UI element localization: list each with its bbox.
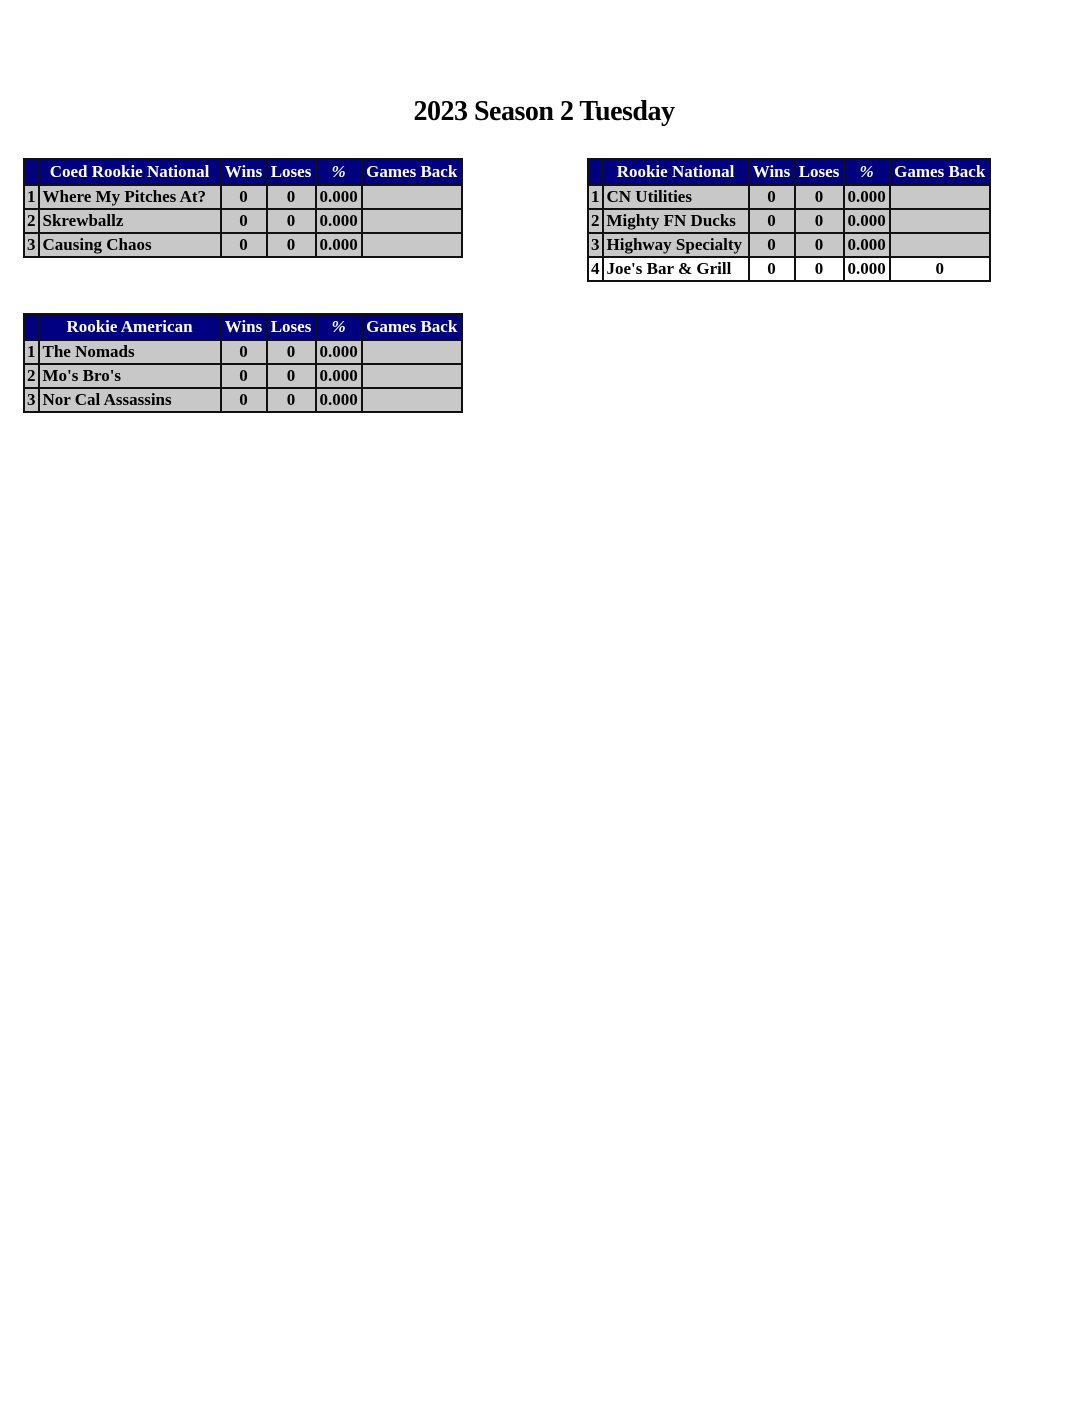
wins-header: Wins <box>221 314 267 340</box>
games-back-header: Games Back <box>362 159 462 185</box>
loses-header: Loses <box>267 159 316 185</box>
pct-cell: 0.000 <box>844 185 890 209</box>
games-back-cell <box>362 388 462 412</box>
pct-cell: 0.000 <box>316 185 362 209</box>
standings-table-coed-rookie-national <box>23 158 463 258</box>
team-cell: Mighty FN Ducks <box>603 209 749 233</box>
table-row <box>588 209 990 233</box>
table-row <box>588 185 990 209</box>
table-header-row <box>24 159 462 185</box>
games-back-cell <box>362 209 462 233</box>
rank-cell: 2 <box>24 209 39 233</box>
rank-cell: 3 <box>588 233 603 257</box>
team-cell: Highway Specialty <box>603 233 749 257</box>
pct-cell: 0.000 <box>844 233 890 257</box>
rank-cell: 1 <box>588 185 603 209</box>
loses-cell: 0 <box>795 233 844 257</box>
games-back-cell <box>362 340 462 364</box>
wins-cell: 0 <box>221 388 267 412</box>
table-header-row <box>24 314 462 340</box>
team-cell: Where My Pitches At? <box>39 185 221 209</box>
wins-cell: 0 <box>221 185 267 209</box>
rank-cell: 3 <box>24 388 39 412</box>
games-back-cell <box>362 185 462 209</box>
team-cell: Joe's Bar & Grill <box>603 257 749 281</box>
games-back-cell <box>890 185 990 209</box>
loses-cell: 0 <box>267 364 316 388</box>
wins-cell: 0 <box>749 233 795 257</box>
table-row <box>24 364 462 388</box>
rank-header <box>24 314 39 340</box>
games-back-cell <box>890 209 990 233</box>
pct-header: % <box>844 159 890 185</box>
pct-cell: 0.000 <box>316 388 362 412</box>
pct-cell: 0.000 <box>316 364 362 388</box>
team-cell: Causing Chaos <box>39 233 221 257</box>
games-back-cell <box>362 233 462 257</box>
loses-cell: 0 <box>267 340 316 364</box>
games-back-header: Games Back <box>362 314 462 340</box>
loses-header: Loses <box>795 159 844 185</box>
team-cell: Mo's Bro's <box>39 364 221 388</box>
pct-cell: 0.000 <box>844 209 890 233</box>
table-row <box>24 233 462 257</box>
loses-cell: 0 <box>267 209 316 233</box>
table-row <box>24 209 462 233</box>
pct-cell: 0.000 <box>316 209 362 233</box>
wins-header: Wins <box>221 159 267 185</box>
table-row-highlighted <box>588 257 990 281</box>
loses-cell: 0 <box>795 209 844 233</box>
rank-cell: 1 <box>24 340 39 364</box>
team-cell: Skrewballz <box>39 209 221 233</box>
wins-cell: 0 <box>221 364 267 388</box>
loses-cell: 0 <box>795 185 844 209</box>
rank-cell: 3 <box>24 233 39 257</box>
wins-cell: 0 <box>749 209 795 233</box>
pct-cell: 0.000 <box>316 233 362 257</box>
team-cell: CN Utilities <box>603 185 749 209</box>
loses-header: Loses <box>267 314 316 340</box>
wins-cell: 0 <box>749 185 795 209</box>
table-row <box>588 233 990 257</box>
table-row <box>24 185 462 209</box>
rank-cell: 4 <box>588 257 603 281</box>
table-row <box>24 388 462 412</box>
games-back-cell <box>890 233 990 257</box>
pct-header: % <box>316 314 362 340</box>
rank-header <box>588 159 603 185</box>
wins-cell: 0 <box>221 233 267 257</box>
games-back-cell: 0 <box>890 257 990 281</box>
loses-cell: 0 <box>267 388 316 412</box>
loses-cell: 0 <box>795 257 844 281</box>
pct-header: % <box>316 159 362 185</box>
wins-header: Wins <box>749 159 795 185</box>
rank-header <box>24 159 39 185</box>
pct-cell: 0.000 <box>316 340 362 364</box>
loses-cell: 0 <box>267 233 316 257</box>
team-cell: Nor Cal Assassins <box>39 388 221 412</box>
pct-cell: 0.000 <box>844 257 890 281</box>
wins-cell: 0 <box>221 340 267 364</box>
standings-table-rookie-national <box>587 158 991 282</box>
division-name: Rookie National <box>603 159 749 185</box>
rank-cell: 2 <box>24 364 39 388</box>
wins-cell: 0 <box>749 257 795 281</box>
table-header-row <box>588 159 990 185</box>
page-title: 2023 Season 2 Tuesday <box>413 96 675 127</box>
wins-cell: 0 <box>221 209 267 233</box>
standings-table-rookie-american <box>23 313 463 413</box>
table-row <box>24 340 462 364</box>
rank-cell: 1 <box>24 185 39 209</box>
games-back-header: Games Back <box>890 159 990 185</box>
team-cell: The Nomads <box>39 340 221 364</box>
loses-cell: 0 <box>267 185 316 209</box>
rank-cell: 2 <box>588 209 603 233</box>
games-back-cell <box>362 364 462 388</box>
division-name: Coed Rookie National <box>39 159 221 185</box>
division-name: Rookie American <box>39 314 221 340</box>
